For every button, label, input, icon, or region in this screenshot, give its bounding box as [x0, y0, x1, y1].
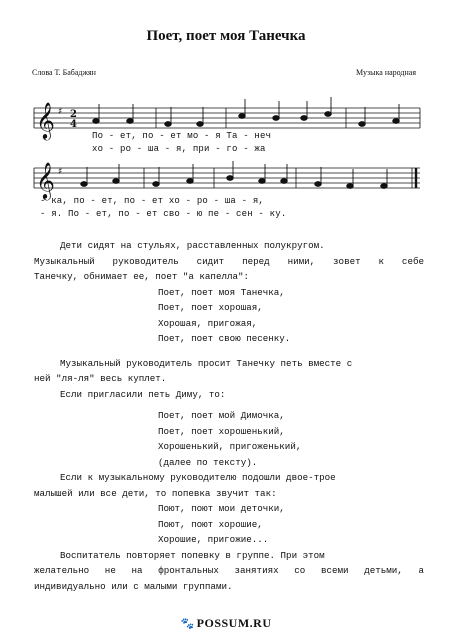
verse-line: Хорошие, пригожие... [158, 534, 269, 545]
verse-line: Поют, поют хорошие, [158, 518, 263, 530]
site-watermark [0, 616, 452, 631]
paragraph-4-line: Если к музыкальному руководителю подошли двое-трое [60, 472, 336, 483]
verse-line: Поет, поет хорошенький, [158, 425, 285, 437]
paragraph-1-line: Танечку, обнимает ее, поет "а капелла": [34, 271, 250, 282]
lyric-line-2b: - я. По - ет, по - ет сво - ю пе - сен - ку. [40, 209, 287, 219]
verse-line: Хорошая, пригожая, [158, 317, 258, 329]
song-title: Поет, поет моя Танечка [146, 28, 306, 44]
paragraph-3: Если пригласили петь Диму, то: [60, 388, 226, 400]
notes-staff-2 [81, 161, 388, 188]
sharp-icon: ♯ [58, 167, 63, 177]
verse-line: Хорошенький, пригоженький, [158, 441, 302, 452]
site-name: POSSUM.RU [196, 616, 272, 630]
verse-line: Поют, поют мои деточки, [158, 503, 285, 514]
music-credit: Музыка народная [356, 68, 416, 77]
lyric-line-1a: По - ет, по - ет мо - я Та - неч [92, 131, 272, 141]
paragraph-5-line: индивидуально или с малыми группами. [34, 580, 233, 592]
sharp-icon: ♯ [58, 107, 63, 117]
paragraph-1-line: Музыкальный руководитель сидит перед ними, зовет к себе [34, 255, 424, 267]
time-signature-bottom: 4 [70, 119, 77, 130]
paragraph-5-line: Воспитатель повторяет попевку в группе. При этом [60, 549, 325, 561]
paragraph-2-line: ней "ля-ля" весь куплет. [34, 373, 167, 384]
verse-line: Поет, поет мой Димочка, [158, 410, 285, 421]
instructions-text [34, 238, 424, 594]
verse-line: (далее по тексту). [158, 456, 258, 468]
treble-clef-icon: 𝄞 [36, 161, 55, 199]
paragraph-5-line: желательно не на фронтальных занятиях со всеми детьми, а [34, 565, 424, 576]
lyric-line-2a: - ка, по - ет, по - ет хо - ро - ша - я, [40, 196, 265, 206]
verse-line: Поет, поет хорошая, [158, 302, 263, 313]
treble-clef-icon: 𝄞 [36, 101, 55, 139]
paragraph-4-line: малышей или все дети, то попевка звучит так: [34, 487, 277, 499]
possum-logo-icon: 🐾 [180, 618, 195, 630]
paragraph-1-line: Дети сидят на стульях, расставленных полукругом. [60, 240, 325, 251]
verse-line: Поет, поет моя Танечка, [158, 286, 285, 298]
notes-staff-1 [93, 97, 400, 126]
lyric-line-1b: хо - ро - ша - я, при - го - жа [92, 144, 266, 154]
time-signature-top: 2 [70, 109, 77, 120]
paragraph-2-line: Музыкальный руководитель просит Танечку петь вместе с [60, 357, 353, 369]
verse-line: Поет, поет свою песенку. [158, 333, 291, 344]
lyrics-credit: Слова Т. Бабаджян [32, 68, 96, 77]
